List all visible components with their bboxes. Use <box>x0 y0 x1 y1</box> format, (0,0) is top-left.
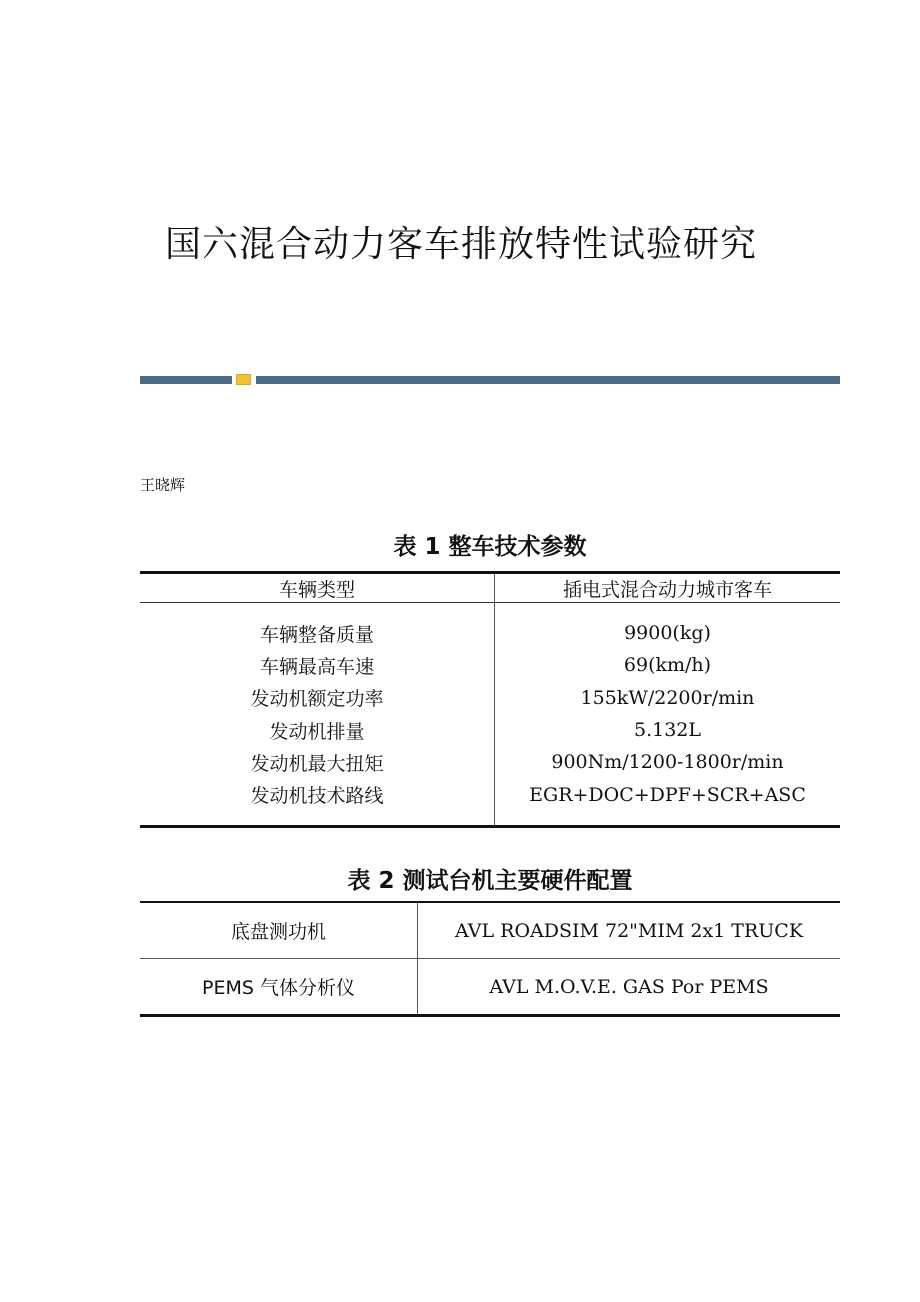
table-row <box>140 778 840 810</box>
table-header-row <box>140 573 840 603</box>
hardware-config-table <box>140 901 840 1017</box>
param-value: 155kW/2200r/min <box>580 686 755 709</box>
param-value: 69(km/h) <box>623 654 712 677</box>
param-name: 发动机额定功率 <box>140 682 495 714</box>
divider-ornament-icon <box>236 374 251 385</box>
param-value: 9900(kg) <box>624 622 711 645</box>
document-title: 国六混合动力客车排放特性试验研究 <box>165 224 758 265</box>
param-name: 发动机技术路线 <box>140 778 495 810</box>
param-name: 车辆整备质量 <box>140 617 495 649</box>
header-cell: 插电式混合动力城市客车 <box>495 573 841 603</box>
table-row <box>140 902 840 959</box>
equipment-name: 底盘测功机 <box>140 902 418 959</box>
param-value: 5.132L <box>633 719 701 742</box>
header-cell: 车辆类型 <box>140 573 495 603</box>
divider-bar-right <box>256 376 840 384</box>
table2-caption: 表 2 测试台机主要硬件配置 <box>347 868 633 894</box>
table-row <box>140 682 840 714</box>
param-name: 车辆最高车速 <box>140 649 495 681</box>
table-row <box>140 617 840 649</box>
divider-bar-left <box>140 376 232 384</box>
param-name: 发动机排量 <box>140 714 495 746</box>
param-value: 900Nm/1200-1800r/min <box>551 751 784 774</box>
table-row <box>140 959 840 1016</box>
table-row <box>140 746 840 778</box>
equipment-model: AVL ROADSIM 72"MIM 2x1 TRUCK <box>454 919 804 942</box>
author: 王晓辉 <box>140 476 186 494</box>
vehicle-specs-table <box>140 571 840 828</box>
equipment-name: PEMS 气体分析仪 <box>140 959 418 1016</box>
table-row <box>140 714 840 746</box>
param-name: 发动机最大扭矩 <box>140 746 495 778</box>
table-row <box>140 649 840 681</box>
equipment-model: AVL M.O.V.E. GAS Por PEMS <box>418 959 841 1016</box>
table1-caption: 表 1 整车技术参数 <box>393 534 587 560</box>
param-value: EGR+DOC+DPF+SCR+ASC <box>529 783 806 806</box>
